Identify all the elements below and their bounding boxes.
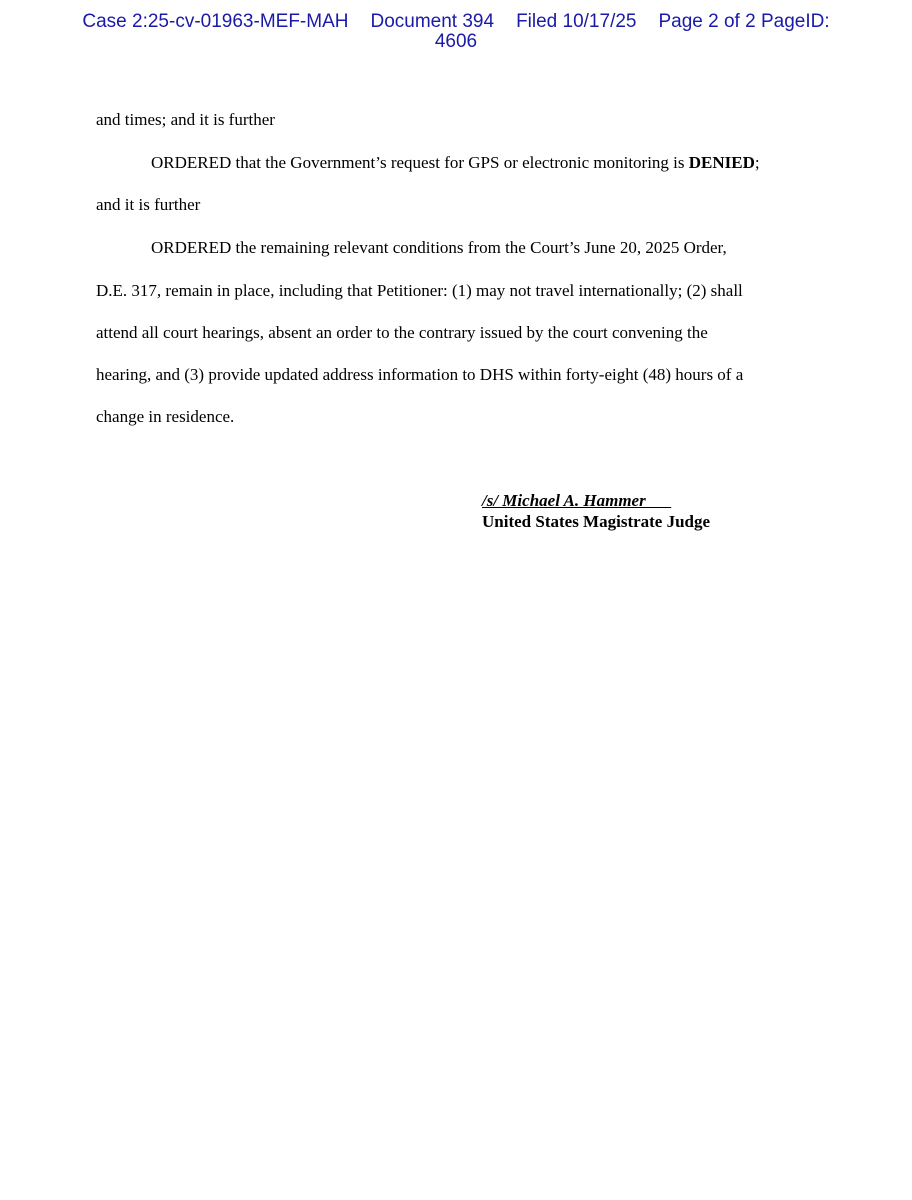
order-text-line: change in residence. xyxy=(96,407,235,426)
order-text-line: and it is further xyxy=(96,195,201,214)
order-text-line: D.E. 317, remain in place, including that Petitioner: (1) may not travel internationally; (2) shall xyxy=(96,281,743,300)
denied-text: DENIED xyxy=(688,153,755,172)
judge-title: United States Magistrate Judge xyxy=(482,512,711,531)
ecf-filing-header xyxy=(40,12,872,52)
order-text-line: attend all court hearings, absent an order to the contrary issued by the court convening the xyxy=(96,323,708,342)
order-text-line: hearing, and (3) provide updated address information to DHS within forty-eight (48) hours of a xyxy=(96,365,744,384)
case-number: Case 2:25-cv-01963-MEF-MAH xyxy=(82,11,349,32)
order-text-line: and times; and it is further xyxy=(96,110,275,129)
order-paragraph-gps xyxy=(151,153,760,173)
order-text-segment: ; xyxy=(754,153,760,172)
page-info: Page 2 of 2 PageID: xyxy=(658,11,830,32)
document-number: Document 394 xyxy=(370,11,495,32)
signature-block xyxy=(482,490,710,532)
order-paragraph-conditions: ORDERED the remaining relevant conditions from the Court’s June 20, 2025 Order, xyxy=(151,238,727,257)
signature-line: /s/ Michael A. Hammer xyxy=(482,491,672,510)
order-text-segment: ORDERED that the Government’s request for GPS or electronic monitoring is xyxy=(151,153,689,172)
filed-date: Filed 10/17/25 xyxy=(516,11,637,32)
page-id: 4606 xyxy=(434,31,478,52)
